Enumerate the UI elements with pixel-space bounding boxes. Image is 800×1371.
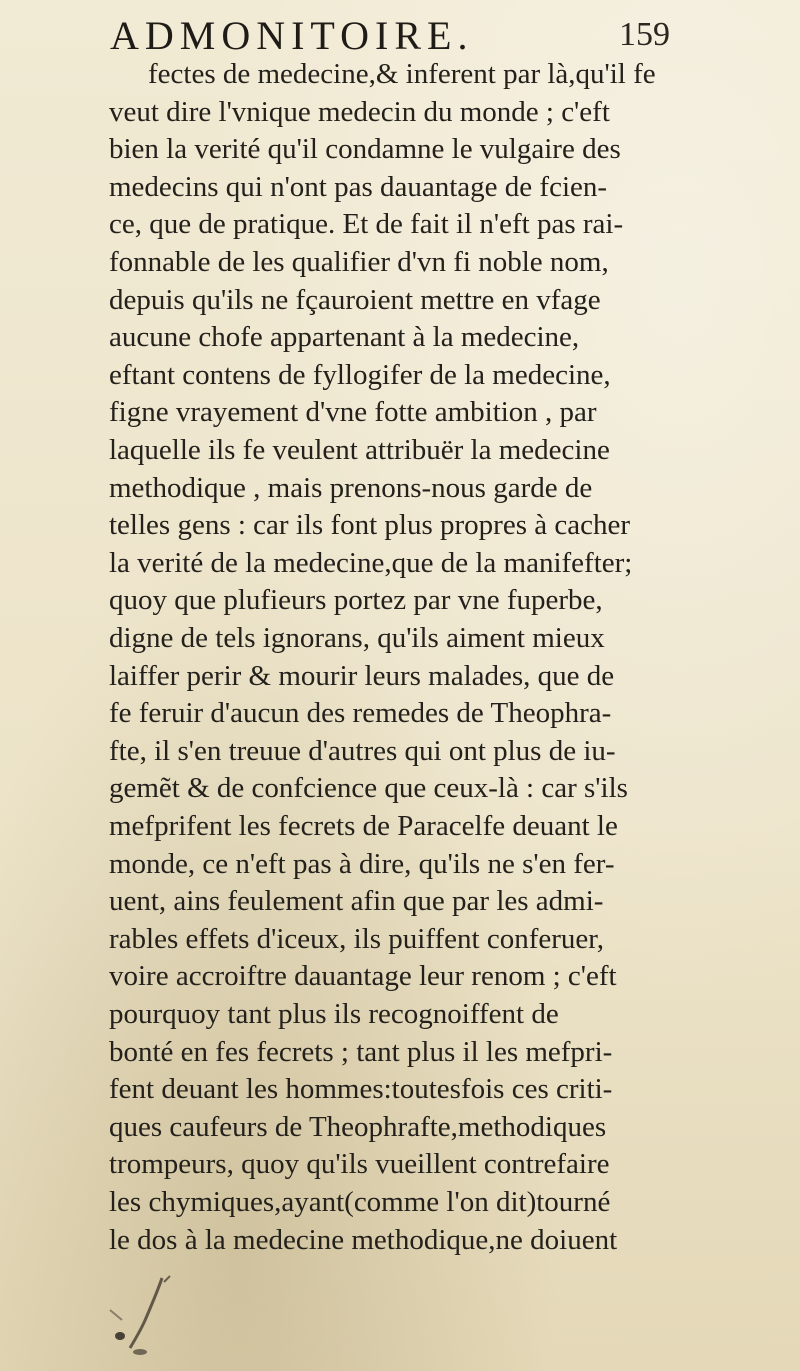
text-line: le dos à la medecine methodique,ne doiuent bbox=[109, 1223, 618, 1256]
text-line: digne de tels ignorans, qu'ils aiment mieux bbox=[109, 622, 605, 654]
text-line: mefprifent les fecrets de Paracelfe deuant le bbox=[109, 810, 618, 842]
text-line: les chymiques,ayant(comme l'on dit)tourné bbox=[109, 1186, 611, 1218]
text-line: monde, ce n'eft pas à dire, qu'ils ne s'en fer- bbox=[109, 847, 615, 880]
text-line: gemẽt & de confcience que ceux-là : car s'ils bbox=[109, 772, 628, 805]
page-number: 159 bbox=[619, 16, 670, 53]
text-line: depuis qu'ils ne fçauroient mettre en vfage bbox=[109, 283, 601, 316]
text-line: medecins qui n'ont pas dauantage de fcien- bbox=[109, 170, 608, 203]
text-line: figne vrayement d'vne fotte ambition , par bbox=[109, 396, 597, 429]
text-line: rables effets d'iceux, ils puiffent conferuer, bbox=[109, 922, 604, 955]
text-line: ce, que de pratique. Et de fait il n'eft pas rai- bbox=[109, 208, 624, 241]
text-line: eftant contens de fyllogifer de la medecine, bbox=[109, 358, 611, 391]
text-line: veut dire l'vnique medecin du monde ; c'eft bbox=[109, 95, 610, 128]
text-line: bonté en fes fecrets ; tant plus il les mefpri- bbox=[109, 1035, 613, 1068]
text-line: bien la verité qu'il condamne le vulgaire des bbox=[109, 133, 621, 166]
text-line: ques caufeurs de Theophrafte,methodiques bbox=[109, 1110, 607, 1143]
text-line: quoy que plufieurs portez par vne fuperbe, bbox=[109, 584, 603, 617]
text-line: fonnable de les qualifier d'vn fi noble nom, bbox=[109, 246, 609, 278]
text-line: fte, il s'en treuue d'autres qui ont plus de iu- bbox=[109, 734, 616, 767]
text-line: trompeurs, quoy qu'ils vueillent contrefaire bbox=[109, 1148, 610, 1181]
text-line: methodique , mais prenons-nous garde de bbox=[109, 471, 593, 504]
text-line: aucune chofe appartenant à la medecine, bbox=[109, 321, 580, 354]
running-head bbox=[110, 12, 670, 62]
running-title: ADMONITOIRE. bbox=[110, 13, 474, 58]
text-line: laiffer perir & mourir leurs malades, que de bbox=[109, 659, 615, 692]
text-line: fe feruir d'aucun des remedes de Theophra- bbox=[109, 697, 612, 730]
text-line: la verité de la medecine,que de la manifefter; bbox=[109, 546, 633, 579]
ink-smudge bbox=[100, 1270, 220, 1360]
text-line: voire accroiftre dauantage leur renom ; c'eft bbox=[109, 960, 617, 993]
text-line: fectes de medecine,& inferent par là,qu'il fe bbox=[148, 58, 656, 90]
text-line: telles gens : car ils font plus propres à cacher bbox=[109, 509, 631, 542]
text-line: pourquoy tant plus ils recognoiffent de bbox=[109, 998, 559, 1030]
text-line: uent, ains feulement afin que par les admi- bbox=[109, 885, 604, 918]
text-line: laquelle ils fe veulent attribuër la medecine bbox=[109, 434, 610, 466]
text-line: fent deuant les hommes:toutesfois ces criti- bbox=[109, 1073, 613, 1106]
